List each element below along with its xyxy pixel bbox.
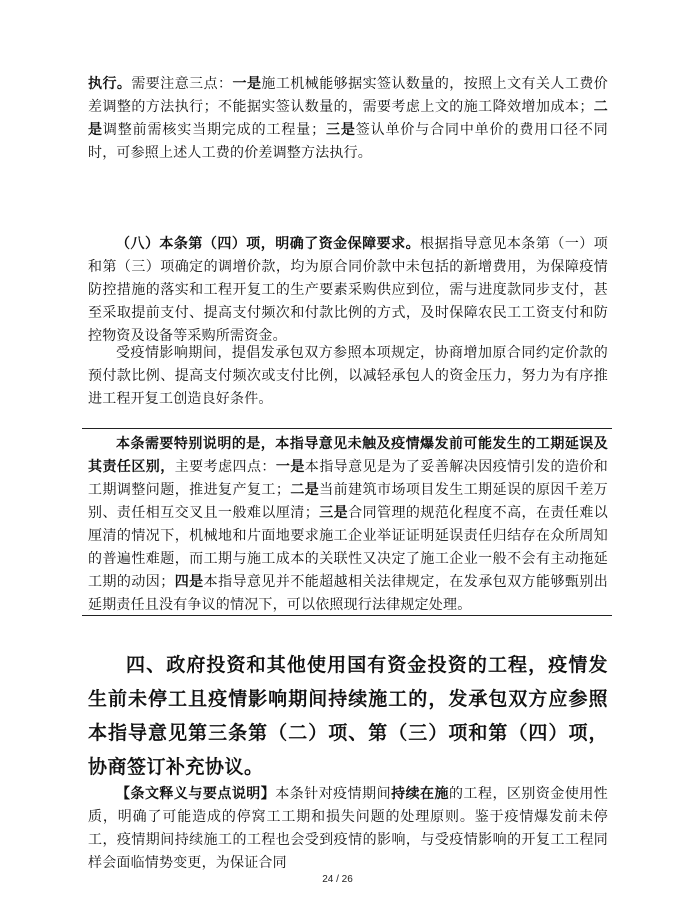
text: 签认单价与合同中单价的费用口径不同时，可参照上述人工费的价差调整方法执行。	[88, 122, 609, 161]
text-bold: 四是	[174, 574, 204, 590]
text-bold: 一是	[232, 76, 262, 92]
paragraph-special-note	[88, 433, 608, 617]
text-bold: 执行。	[88, 76, 132, 92]
text: 调整前需核实当期完成的工程量；	[102, 122, 326, 138]
text-bold: 一是	[275, 459, 305, 475]
text-bold: （八）本条第（四）项，明确了资金保障要求。	[116, 236, 421, 252]
text: 当前建筑市场项目发生工期延误的原因千差万别、责任相互交叉且一般难以厘清；	[88, 482, 608, 521]
text: 的工程，区别资金使用性质，明确了可能造成的停窝工工期和损失问题的处理原则。鉴于疫情爆发前未停工，疫情期间持续施工的工程也会受到疫情的影响，与受疫情影响的开复工工程同样会面临情势变更，为保证合同	[88, 786, 608, 871]
paragraph-funding-guarantee	[88, 233, 608, 348]
text: 本指导意见是为了妥善解决因疫情引发的造价和工期调整问题，推进复产复工；	[88, 459, 608, 498]
text: 本指导意见并不能超越相关法律规定，在发承包双方能够甄别出延期责任且没有争议的情况下，可以依照现行法律规定处理。	[88, 574, 608, 613]
text: 本条针对疫情期间	[275, 786, 392, 802]
text: 需要注意三点：	[131, 76, 233, 92]
text: 合同管理的规范化程度不高，在责任难以厘清的情况下，机械地和片面地要求施工企业举证证明延误责任归结存在众所周知的普遍性难题，而工期与施工成本的关联性又决定了施工企业一般不会有主动拖延工期的动因；	[88, 505, 608, 590]
text-bold: 持续在施	[391, 786, 450, 802]
page-number: 24 / 26	[322, 874, 353, 885]
section-heading-four: 四、政府投资和其他使用国有资金投资的工程，疫情发生前未停工且疫情影响期间持续施工的，发承包双方应参照本指导意见第三条第（二）项、第（三）项和第（四）项，协商签订补充协议。	[88, 654, 608, 778]
paragraph-labor-price-rules	[88, 73, 608, 165]
text: 主要考虑四点：	[174, 459, 276, 475]
text-bold: 【条文释义与要点说明】	[116, 786, 276, 802]
text: 受疫情影响期间，提倡发承包双方参照本项规定，协商增加原合同约定价款的预付款比例、提高支付频次或支付比例，以减轻承包人的资金压力，努力为有序推进工程开复工创造良好条件。	[88, 345, 608, 407]
text-bold: 三是	[325, 122, 356, 138]
text-bold: 本条需要特别说明的是，本指导意见未触及疫情爆发前可能发生的工期延误及其责任区别，	[88, 436, 608, 475]
paragraph-interpretation	[88, 783, 608, 875]
text-bold: 三是	[318, 505, 349, 521]
text-bold: 二是	[88, 99, 608, 138]
text: 施工机械能够据实签认数量的，按照上文有关人工费价差调整的方法执行；不能据实签认数量的，需要考虑上文的施工降效增加成本；	[88, 76, 608, 115]
paragraph-prepayment	[88, 342, 608, 411]
text: 根据指导意见本条第（一）项和第（三）项确定的调增价款，均为原合同价款中未包括的新增费用，为保障疫情防控措施的落实和工程开复工的生产要素采购供应到位，需与进度款同步支付，甚至采取提前支付、提高支付频次和付款比例的方式，及时保障农民工工资支付和防控物资及设备等采购所需资金。	[88, 236, 608, 344]
text-bold: 二是	[290, 482, 320, 498]
